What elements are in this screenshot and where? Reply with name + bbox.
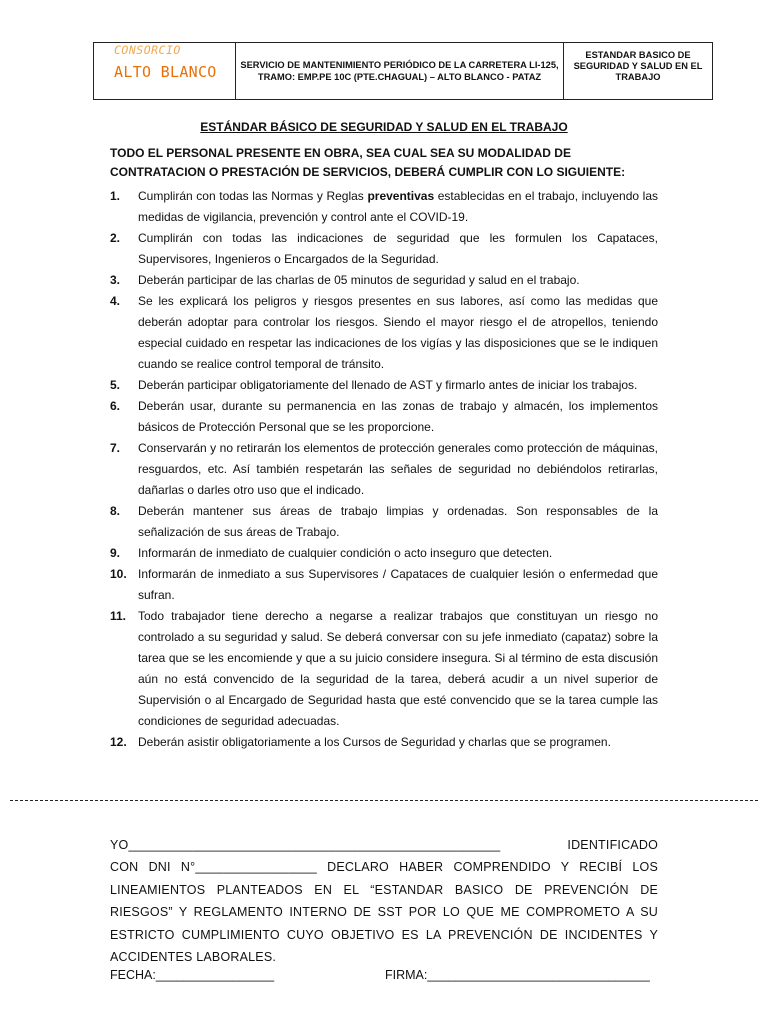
rules-list: [110, 186, 658, 753]
rule-text: Conservarán y no retirarán los elementos de protección generales como protección de máquinas, resguardos, etc. Así también respetarán las señales de seguridad no debiéndolos retirarlas, dañarlas o darles otro uso que el indicado.: [138, 441, 658, 497]
list-item: [110, 732, 658, 753]
rule-text: [138, 186, 658, 228]
rule-text: Se les explicará los peligros y riesgos presentes en sus labores, así como las medidas que deberán adoptar para controlar los riesgos. Siendo el mayor riesgo el de atropellos, teniendo especial cuidado en respetar las indicaciones de los vigías y las disposiciones que se le indiquen cuando se realice control temporal de tránsito.: [138, 294, 658, 371]
rule-number: 10.: [110, 567, 127, 581]
rule-text: Todo trabajador tiene derecho a negarse a realizar trabajos que constituyan un riesgo no controlado a su seguridad y salud. Se deberá conversar con su jefe inmediato (capataz) sobre la tarea que se les encomiende y que a su juicio considere insegura. Si al término de esta discusión aún no está convencido de la seguridad de la tarea, deberá acudir a un nivel superior de Supervisión o al Encargado de Seguridad hasta que esté convencido que se la tarea cumple las condiciones de seguridad adecuadas.: [138, 609, 658, 728]
identificado-label: IDENTIFICADO: [567, 838, 658, 852]
rule-text-bold: preventivas: [367, 189, 435, 203]
list-item: [110, 543, 658, 564]
list-item: [110, 375, 658, 396]
list-item: [110, 396, 658, 438]
rule-number: 5.: [110, 378, 121, 392]
name-blank: YO____________________________________________________: [110, 838, 501, 852]
document-title: ESTÁNDAR BÁSICO DE SEGURIDAD Y SALUD EN EL TRABAJO: [200, 120, 568, 134]
rule-text-part: establecidas en el trabajo, incluyendo las medidas de vigilancia, prevención y control ante el COVID-19.: [138, 189, 658, 224]
cut-line-divider: [10, 800, 758, 801]
declaration-first-line: [110, 834, 658, 856]
list-item: [110, 270, 658, 291]
rule-number: 3.: [110, 273, 121, 287]
company-logo: [94, 43, 236, 99]
rule-number: 9.: [110, 546, 121, 560]
list-item: [110, 438, 658, 501]
standard-name: ESTANDAR BASICO DE SEGURIDAD Y SALUD EN EL TRABAJO: [573, 50, 703, 82]
rule-number: 2.: [110, 231, 121, 245]
rule-text: Informarán de inmediato a sus Supervisores / Capataces de cualquier lesión o enfermedad que sufran.: [138, 567, 658, 602]
list-item: [110, 186, 658, 228]
rule-text: Deberán participar de las charlas de 05 minutos de seguridad y salud en el trabajo.: [138, 273, 580, 287]
date-field: FECHA:_________________: [110, 968, 275, 982]
rule-number: 7.: [110, 441, 121, 455]
list-item: [110, 564, 658, 606]
declaration-paragraph: [110, 834, 658, 968]
rule-text: Informarán de inmediato de cualquier condición o acto inseguro que detecten.: [138, 546, 553, 560]
logo-alto-blanco-text: ALTO BLANCO: [114, 63, 217, 81]
list-item: [110, 291, 658, 375]
declaration-text: CON DNI N°_________________ DECLARO HABER COMPRENDIDO Y RECIBÍ LOS LINEAMIENTOS PLANTEADOS EN EL “ESTANDAR BASICO DE PREVENCIÓN DE RIESGOS” Y REGLAMENTO INTERNO DE SST POR LO QUE ME COMPROMETO A SU ESTRICTO CUMPLIMIENTO CUYO OBJETIVO ES LA PREVENCIÓN DE INCIDENTES Y ACCIDENTES LABORALES.: [110, 860, 658, 965]
list-item: [110, 228, 658, 270]
rule-text: Deberán asistir obligatoriamente a los Cursos de Seguridad y charlas que se programen.: [138, 735, 611, 749]
rule-number: 12.: [110, 735, 127, 749]
rule-text-part: Cumplirán con todas las Normas y Reglas: [138, 189, 368, 203]
rule-text: Cumplirán con todas las indicaciones de seguridad que les formulen los Capataces, Supervisores, Ingenieros o Encargados de la Seguridad.: [138, 231, 658, 266]
service-description: SERVICIO DE MANTENIMIENTO PERIÓDICO DE LA CARRETERA LI-125, TRAMO: EMP.PE 10C (PTE.CHAGUAL) – ALTO BLANCO - PATAZ: [236, 43, 564, 99]
intro-paragraph: TODO EL PERSONAL PRESENTE EN OBRA, SEA CUAL SEA SU MODALIDAD DE CONTRATACION O PRESTACIÓN DE SERVICIOS, DEBERÁ CUMPLIR CON LO SIGUIENTE:: [110, 146, 626, 179]
rule-number: 6.: [110, 399, 121, 413]
rule-number: 8.: [110, 504, 121, 518]
rule-text: Deberán mantener sus áreas de trabajo limpias y ordenadas. Son responsables de la señalización de sus áreas de Trabajo.: [138, 504, 658, 539]
signature-row: [110, 968, 670, 982]
signature-field: FIRMA:________________________________: [385, 968, 650, 982]
list-item: [110, 501, 658, 543]
logo-consorcio-text: CONSORCIO: [114, 43, 181, 57]
list-item: [110, 606, 658, 732]
rule-text: Deberán usar, durante su permanencia en las zonas de trabajo y almacén, los implementos básicos de Protección Personal que se les proporcione.: [138, 399, 658, 434]
rule-text: Deberán participar obligatoriamente del llenado de AST y firmarlo antes de iniciar los trabajos.: [138, 378, 638, 392]
rule-number: 4.: [110, 294, 121, 308]
rule-number: 11.: [110, 609, 127, 623]
rule-number: 1.: [110, 189, 121, 203]
document-header: [93, 42, 713, 100]
